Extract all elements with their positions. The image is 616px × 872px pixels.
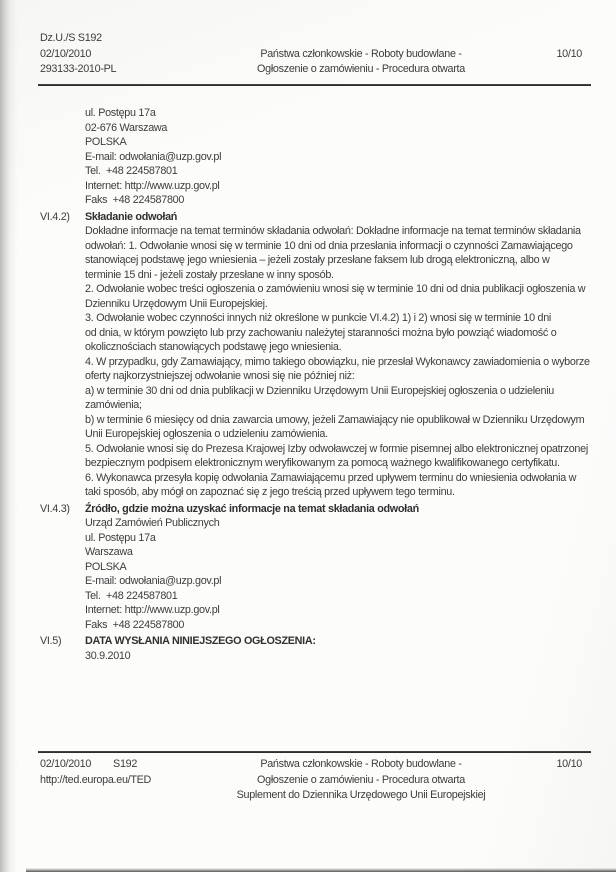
header-rule <box>38 84 591 86</box>
document-number: 293133-2010-PL <box>40 63 117 75</box>
body-line: a) w terminie 30 dni od dnia publikacji w Dzienniku Urzędowym Unii Europejskiej ogłoszenia o udzieleniu <box>85 384 555 397</box>
body-line: terminie 15 dni - jeżeli zostały przesłane w inny sposób. <box>85 268 334 281</box>
body-line: bezpiecznym podpisem elektronicznym weryfikowanym za pomocą ważnego kwalifikowanego certyfikatu. <box>85 457 560 469</box>
address-line: E-mail: odwołania@uzp.gov.pl <box>85 150 222 163</box>
section-title: Składanie odwołań <box>85 210 178 223</box>
body-line: 4. W przypadku, gdy Zamawiający, mimo takiego obowiązku, nie przesłał Wykonawcy zawiadomienia o wyborze <box>85 355 590 368</box>
footer-center-line: Państwa członkowskie - Roboty budowlane - <box>260 758 462 770</box>
footer-page-indicator: 10/10 <box>556 758 582 770</box>
header-spacer <box>200 31 522 47</box>
header-right-column <box>522 31 592 78</box>
section-body <box>85 649 600 664</box>
section-title: Źródło, gdzie można uzyskać informacje na temat składania odwołań <box>85 502 419 515</box>
body-line: odwołań: 1. Odwołanie wnosi się w terminie 10 dni od dnia przesłania informacji o czynności Zamawiającego <box>85 239 573 252</box>
body-line: oferty najkorzystniejszej odwołanie wnosi się nie później niż: <box>85 370 355 382</box>
document-footer <box>40 757 592 804</box>
body-line: Tel. +48 224587801 <box>85 589 178 602</box>
header-page-indicator: 10/10 <box>556 47 582 60</box>
body-line: E-mail: odwołania@uzp.gov.pl <box>85 575 222 587</box>
header-center-line-1: Państwa członkowskie - Roboty budowlane - <box>260 47 462 60</box>
body-line: Faks +48 224587800 <box>85 618 185 631</box>
document-body <box>40 106 600 663</box>
section-vi-5 <box>40 634 600 663</box>
address-line: 02-676 Warszawa <box>85 121 168 134</box>
body-line: Unii Europejskiej ogłoszenia o udzieleniu zamówienia. <box>85 428 328 440</box>
section-content <box>85 210 600 500</box>
footer-date-series <box>40 757 200 773</box>
section-vi-4-3 <box>40 502 600 633</box>
body-line: POLSKA <box>85 560 127 573</box>
body-line: stanowiącej podstawę jego wniesienia – jeżeli zostały przesłane faksem lub drogą elektroniczną, albo w <box>85 254 550 266</box>
section-title: DATA WYSŁANIA NINIEJSZEGO OGŁOSZENIA: <box>85 635 316 647</box>
body-line: Dzienniku Urzędowym Unii Europejskiej. <box>85 297 268 310</box>
section-body <box>85 224 600 500</box>
ted-url: http://ted.europa.eu/TED <box>40 773 152 786</box>
footer-rule <box>38 751 591 753</box>
section-vi-4-2 <box>40 210 600 500</box>
address-line: POLSKA <box>85 136 127 148</box>
footer-right-column <box>522 757 592 804</box>
journal-reference: Dz.U./S S192 <box>40 32 102 44</box>
body-line: 5. Odwołanie wnosi się do Prezesa Krajowej Izby odwoławczej w formie pisemnej albo elektronicznej opatrzonej <box>85 442 588 455</box>
section-number: VI.5) <box>40 635 62 647</box>
document-header <box>40 31 592 78</box>
contact-address-block <box>40 106 600 208</box>
section-content <box>85 634 600 663</box>
footer-date: 02/10/2010 <box>40 758 92 770</box>
footer-left-column <box>40 757 200 804</box>
header-spacer <box>522 31 582 47</box>
body-line: okolicznościach stanowiących podstawę jego wniesienia. <box>85 341 342 353</box>
header-center-column <box>200 31 522 78</box>
header-date: 02/10/2010 <box>40 47 92 60</box>
section-body <box>85 516 600 632</box>
section-number: VI.4.3) <box>40 502 70 515</box>
footer-center-line: Suplement do Dziennika Urzędowego Unii Europejskiej <box>236 789 486 801</box>
section-number: VI.4.2) <box>40 210 70 223</box>
body-line: 3. Odwołanie wobec czynności innych niż określone w punkcie VI.4.2) 1) i 2) wnosi się w terminie 10 dni <box>85 312 551 324</box>
address-lines <box>85 106 600 208</box>
body-line: taki sposób, aby mógł on zapoznać się z jego treścią przed upływem tego terminu. <box>85 486 455 498</box>
body-line: b) w terminie 6 miesięcy od dnia zawarcia umowy, jeżeli Zamawiający nie opublikował w Dzienniku Urzędowym <box>85 413 585 426</box>
footer-center-column <box>200 757 522 804</box>
body-line: zamówienia; <box>85 399 142 411</box>
address-line: ul. Postępu 17a <box>85 107 156 119</box>
address-line: Faks +48 224587800 <box>85 194 185 206</box>
header-left-column <box>40 31 200 78</box>
body-line: Dokładne informacje na temat terminów składania odwołań: Dokładne informacje na temat terminów składania <box>85 225 581 237</box>
footer-center-line: Ogłoszenie o zamówieniu - Procedura otwarta <box>257 773 465 786</box>
section-content <box>85 502 600 633</box>
body-line: od dnia, w którym powzięto lub przy zachowaniu należytej staranności można było powziąć wiadomość o <box>85 326 557 339</box>
body-line: 2. Odwołanie wobec treści ogłoszenia o zamówieniu wnosi się w terminie 10 dni od dnia publikacji ogłoszenia w <box>85 283 586 295</box>
body-line: ul. Postępu 17a <box>85 531 156 544</box>
body-line: 6. Wykonawca przesyła kopię odwołania Zamawiającemu przed upływem terminu do wniesienia odwołania w <box>85 471 577 484</box>
footer-series: S192 <box>113 758 138 770</box>
address-line: Internet: http://www.uzp.gov.pl <box>85 179 220 192</box>
body-line: Warszawa <box>85 546 133 558</box>
header-center-line-2: Ogłoszenie o zamówieniu - Procedura otwarta <box>257 63 465 75</box>
body-line: 30.9.2010 <box>85 649 131 662</box>
body-line: Urząd Zamówień Publicznych <box>85 517 220 529</box>
section-number-spacer <box>40 106 85 208</box>
body-line: Internet: http://www.uzp.gov.pl <box>85 604 220 616</box>
scan-left-edge-shadow <box>0 0 18 872</box>
address-line: Tel. +48 224587801 <box>85 165 178 177</box>
scan-bottom-edge <box>26 868 616 872</box>
